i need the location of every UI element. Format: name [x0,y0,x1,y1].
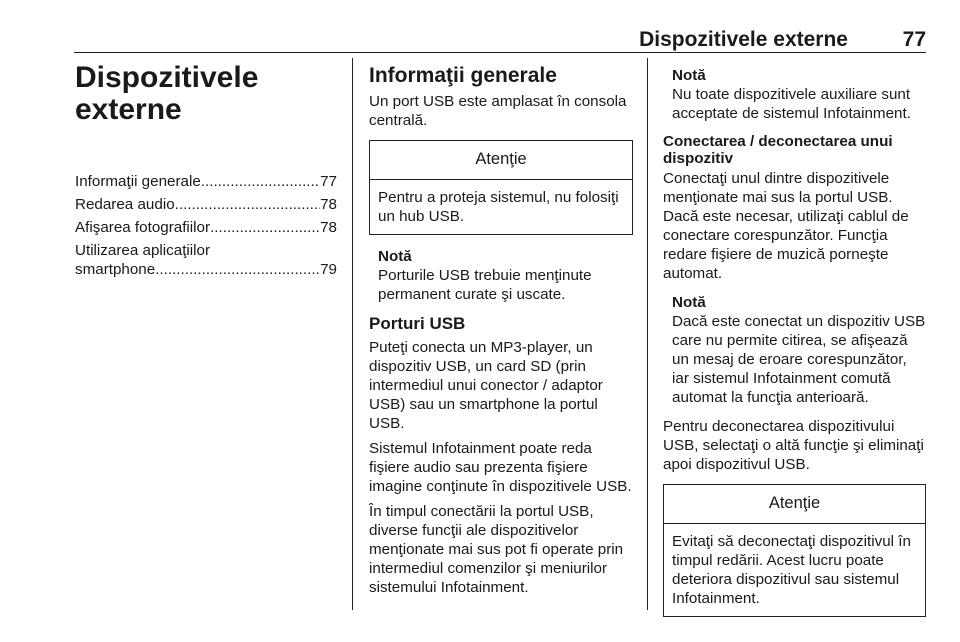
column-3 [663,60,926,629]
warning-box [369,140,633,235]
toc-item[interactable]: Afişarea fotografiilor ..... 78 [75,218,337,237]
paragraph: În timpul conectării la portul USB, diverse funcţii ale dispozitivelor menţionate mai sus pot fi operate prin intermediul comenzilor şi meniurilor sistemului Infotainment. [369,503,624,596]
paragraph: Puteţi conecta un MP3-player, un dispozitiv USB, un card SD (prin intermediul unui conector / adaptor USB) sau un smartphone la portul USB. [369,339,603,432]
warning-text: Evitaţi să deconectaţi dispozitivul în timpul redării. Acest lucru poate deteriora dispozitivul sau sistemul Infotainment. [672,533,911,607]
section-heading: Informaţii generale [369,64,557,87]
toc-item[interactable]: Utilizarea aplicaţiilor smartphone ..... 79 [75,241,337,279]
paragraph: Pentru deconectarea dispozitivului USB, selectaţi o altă funcţie şi eliminaţi apoi dispozitivul USB. [663,418,924,473]
column-1 [75,60,337,283]
column-divider-1 [352,58,353,610]
toc-item[interactable]: Redarea audio ..... 78 [75,195,337,214]
note [672,66,926,123]
intro-paragraph: Un port USB este amplasat în consola centrală. [369,93,627,129]
page-number: 77 [902,28,926,51]
note-label: Notă [378,248,412,265]
page-header [74,24,926,53]
note-text: Dacă este conectat un dispozitiv USB care nu permite citirea, se afişează un mesaj de eroare corespunzător, iar sistemul Infotainment comută automat la funcţia anterioară. [672,313,926,406]
chapter-title: Dispozitivele externe [75,61,259,126]
note-label: Notă [672,294,706,311]
table-of-contents [75,172,337,279]
note [378,247,633,304]
paragraph: Conectaţi unul dintre dispozitivele menţionate mai sus la portul USB. Dacă este necesar, utilizaţi cablul de conectare corespunzător. Funcţia redare fişiere de muzică porneşte automat. [663,170,909,282]
note [672,293,926,407]
subsection-heading: Conectarea / deconectarea unui dispozitiv [663,133,893,167]
warning-text: Pentru a proteja sistemul, nu folosiţi un hub USB. [378,189,619,225]
warning-box [663,484,926,617]
toc-item[interactable]: Informaţii generale ..... 77 [75,172,337,191]
paragraph: Sistemul Infotainment poate reda fişiere audio sau prezenta fişiere imagine conţinute în dispozitivele USB. [369,440,632,495]
note-label: Notă [672,67,706,84]
header-title: Dispozitivele externe [639,28,848,51]
warning-title: Atenţie [370,141,632,180]
column-divider-2 [647,58,648,610]
warning-title: Atenţie [664,485,925,524]
note-text: Porturile USB trebuie menţinute permanent curate şi uscate. [378,267,592,303]
note-text: Nu toate dispozitivele auxiliare sunt acceptate de sistemul Infotainment. [672,86,911,122]
subsection-heading: Porturi USB [369,314,466,333]
column-2 [369,60,633,603]
